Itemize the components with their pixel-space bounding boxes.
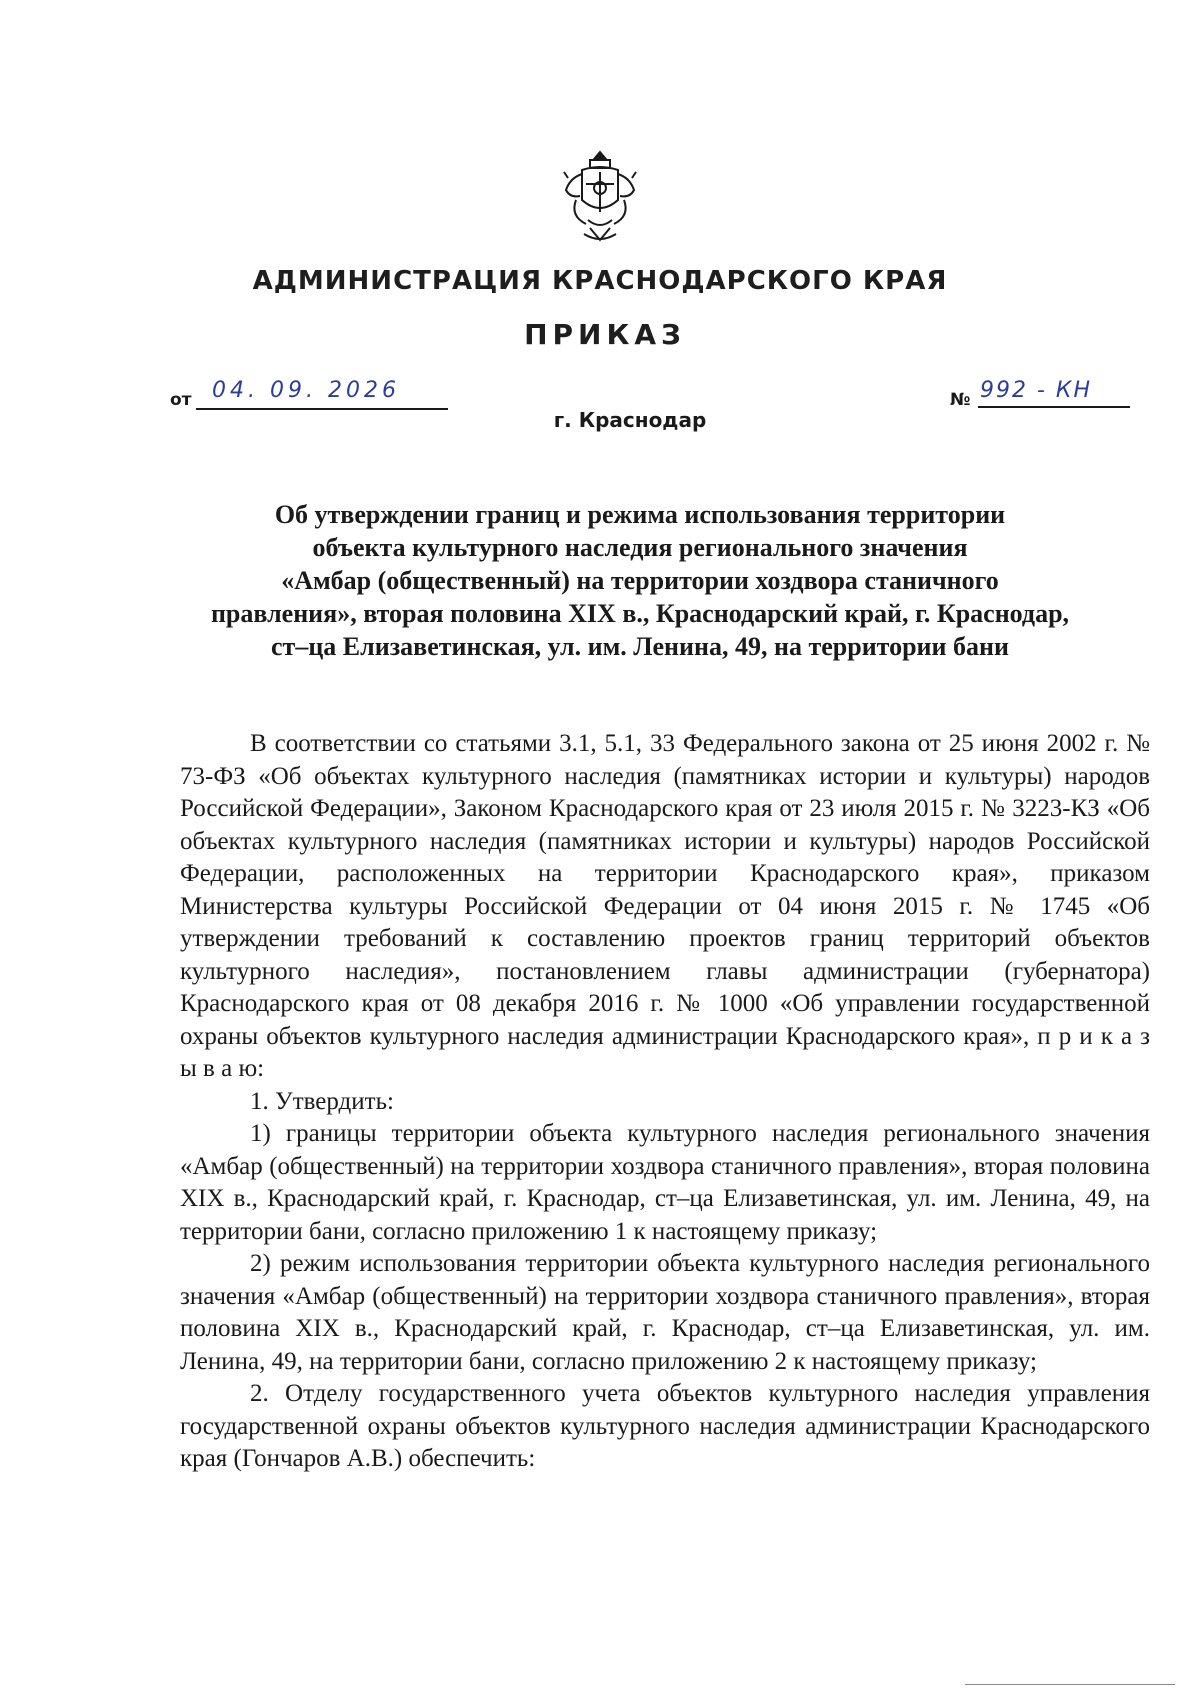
preamble-paragraph: В соответствии со статьями 3.1, 5.1, 33 Федерального закона от 25 июня 2002 г. № 73-ФЗ «Об объектах культурного наследия (памятниках истории и культуры) народов Российской Федерации», Законом Краснодарского края от 23 июля 2015 г. № 3223-КЗ «Об объектах культурного наследия (памятниках истории и культуры) народов Российской Федерации, расположенных на территории Краснодарского края», приказом Министерства культуры Российской Федерации от 04 июня 2015 г. № 1745 «Об утверждении требований к составлению проектов границ территорий объектов культурного наследия», постановлением главы администрации (губернатора) Краснодарского края от 08 декабря 2016 г. № 1000 «Об управлении государственной охраны объектов культурного наследия администрации Краснодарского края», п р и к а з ы в а ю: (180, 730, 1150, 1082)
title-line: объекта культурного наследия регионального значения (312, 533, 968, 562)
footer-rule (965, 1684, 1175, 1685)
clause-2: 2. Отделу государственного учета объектов культурного наследия управления государственной охраны объектов культурного наследия администрации Краснодарского края (Гончаров А.В.) обеспечить: (180, 1380, 1150, 1472)
title-line: правления», вторая половина XIX в., Краснодарский край, г. Краснодар, (210, 599, 1070, 628)
document-type: ПРИКАЗ (524, 318, 686, 351)
number-value-handwritten: 992 - КН (980, 378, 1093, 403)
document-title (150, 498, 1130, 663)
number-label: № (950, 390, 971, 410)
document-body (180, 728, 1150, 1476)
date-label: от (170, 390, 192, 410)
date-value-handwritten: 04. 09. 2026 (212, 378, 400, 403)
city: г. Краснодар (553, 408, 707, 432)
title-line: ст–ца Елизаветинская, ул. им. Ленина, 49, на территории бани (271, 632, 1009, 661)
clause-1-1: 1) границы территории объекта культурного наследия регионального значения «Амбар (общественный) на территории хоздвора станичного правления», вторая половина XIX в., Краснодарский край, г. Краснодар, ст–ца Елизаветинская, ул. им. Ленина, 49, на территории бани, согласно приложению 1 к настоящему приказу; (180, 1120, 1150, 1245)
coat-of-arms-emblem (560, 148, 640, 248)
title-line: «Амбар (общественный) на территории хоздвора станичного (281, 566, 999, 595)
title-line: Об утверждении границ и режима использования территории (274, 500, 1006, 529)
clause-1: 1. Утвердить: (250, 1087, 394, 1115)
clause-1-2: 2) режим использования территории объекта культурного наследия регионального значения «Амбар (общественный) на территории хоздвора станичного правления», вторая половина XIX в., Краснодарский край, г. Краснодар, ст–ца Елизаветинская, ул. им. Ленина, 49, на территории бани, согласно приложению 2 к настоящему приказу; (180, 1250, 1150, 1375)
organization-name: АДМИНИСТРАЦИЯ КРАСНОДАРСКОГО КРАЯ (252, 266, 948, 296)
